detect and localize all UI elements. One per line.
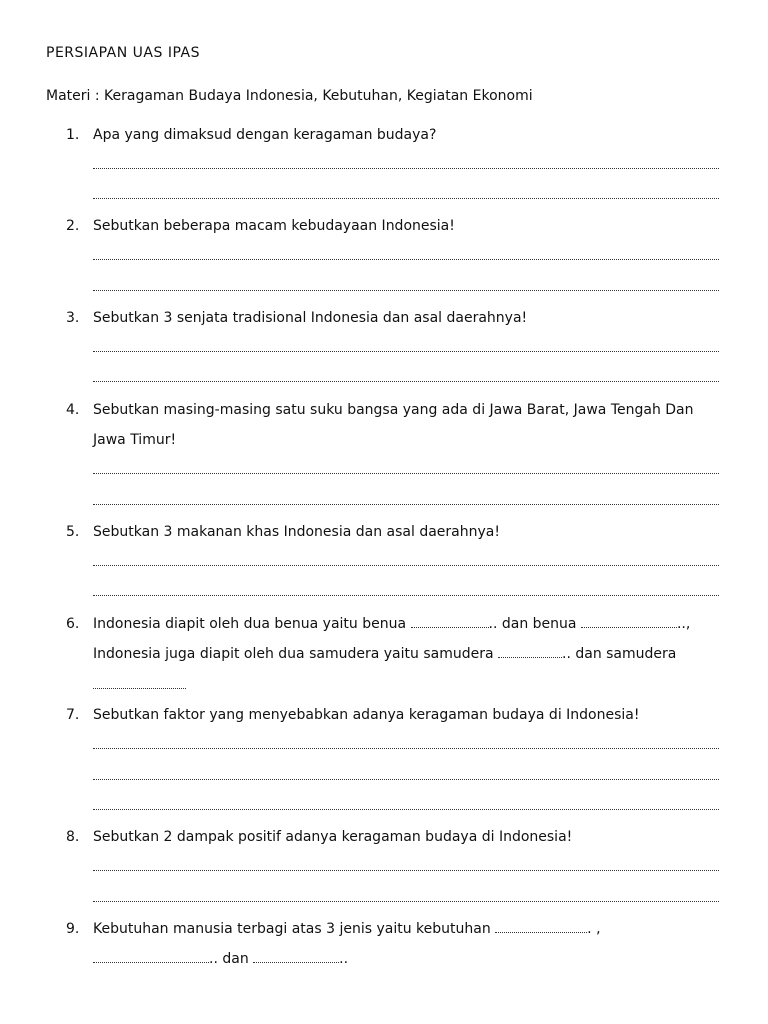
question-number: 2. [66, 218, 80, 234]
answer-line[interactable] [93, 504, 719, 505]
question-number: 6. [66, 616, 80, 632]
worksheet-title: PERSIAPAN UAS IPAS [46, 45, 200, 61]
answer-line[interactable] [93, 809, 719, 810]
answer-line[interactable] [93, 259, 719, 260]
question-number: 4. [66, 402, 80, 418]
answer-line[interactable] [93, 779, 719, 780]
question-text: .. dan benua [488, 616, 577, 632]
worksheet-subtitle: Materi : Keragaman Budaya Indonesia, Kebutuhan, Kegiatan Ekonomi [46, 88, 533, 104]
answer-line[interactable] [93, 381, 719, 382]
fill-in-question-continued [93, 950, 348, 968]
question-number: 5. [66, 524, 80, 540]
fill-in-question-continued [93, 645, 676, 663]
question-text: Sebutkan 3 makanan khas Indonesia dan asal daerahnya! [93, 524, 500, 540]
question-text: Indonesia juga diapit oleh dua samudera yaitu samudera [93, 646, 494, 662]
question-number: 7. [66, 707, 80, 723]
question-text: Sebutkan masing-masing satu suku bangsa yang ada di Jawa Barat, Jawa Tengah Dan [93, 402, 694, 418]
fill-blank[interactable] [253, 962, 339, 963]
fill-in-question [93, 615, 690, 633]
answer-line[interactable] [93, 565, 719, 566]
answer-line[interactable] [93, 290, 719, 291]
fill-blank[interactable] [411, 627, 489, 628]
question-text: Apa yang dimaksud dengan keragaman budaya? [93, 127, 437, 143]
question-text: .. dan [209, 951, 249, 967]
fill-blank[interactable] [93, 688, 186, 689]
question-text: Kebutuhan manusia terbagi atas 3 jenis yaitu kebutuhan [93, 921, 491, 937]
question-text: .. [339, 951, 349, 967]
question-number: 9. [66, 921, 80, 937]
fill-blank[interactable] [581, 627, 677, 628]
answer-line[interactable] [93, 748, 719, 749]
answer-line[interactable] [93, 168, 719, 169]
question-text: Sebutkan faktor yang menyebabkan adanya keragaman budaya di Indonesia! [93, 707, 640, 723]
fill-blank[interactable] [495, 932, 587, 933]
question-text: Indonesia diapit oleh dua benua yaitu benua [93, 616, 407, 632]
answer-line[interactable] [93, 473, 719, 474]
question-text: . , [587, 921, 601, 937]
answer-line[interactable] [93, 198, 719, 199]
answer-line[interactable] [93, 870, 719, 871]
fill-in-question [93, 920, 601, 938]
question-text: .., [676, 616, 691, 632]
question-text: Sebutkan beberapa macam kebudayaan Indonesia! [93, 218, 455, 234]
question-text: Sebutkan 3 senjata tradisional Indonesia dan asal daerahnya! [93, 310, 528, 326]
fill-blank[interactable] [93, 962, 209, 963]
question-text: Sebutkan 2 dampak positif adanya keragaman budaya di Indonesia! [93, 829, 573, 845]
question-text: .. dan samudera [562, 646, 677, 662]
answer-line[interactable] [93, 351, 719, 352]
question-text-continued: Jawa Timur! [93, 432, 177, 448]
fill-blank[interactable] [498, 657, 562, 658]
answer-line[interactable] [93, 595, 719, 596]
answer-line[interactable] [93, 901, 719, 902]
question-number: 3. [66, 310, 80, 326]
question-number: 8. [66, 829, 80, 845]
question-number: 1. [66, 127, 80, 143]
